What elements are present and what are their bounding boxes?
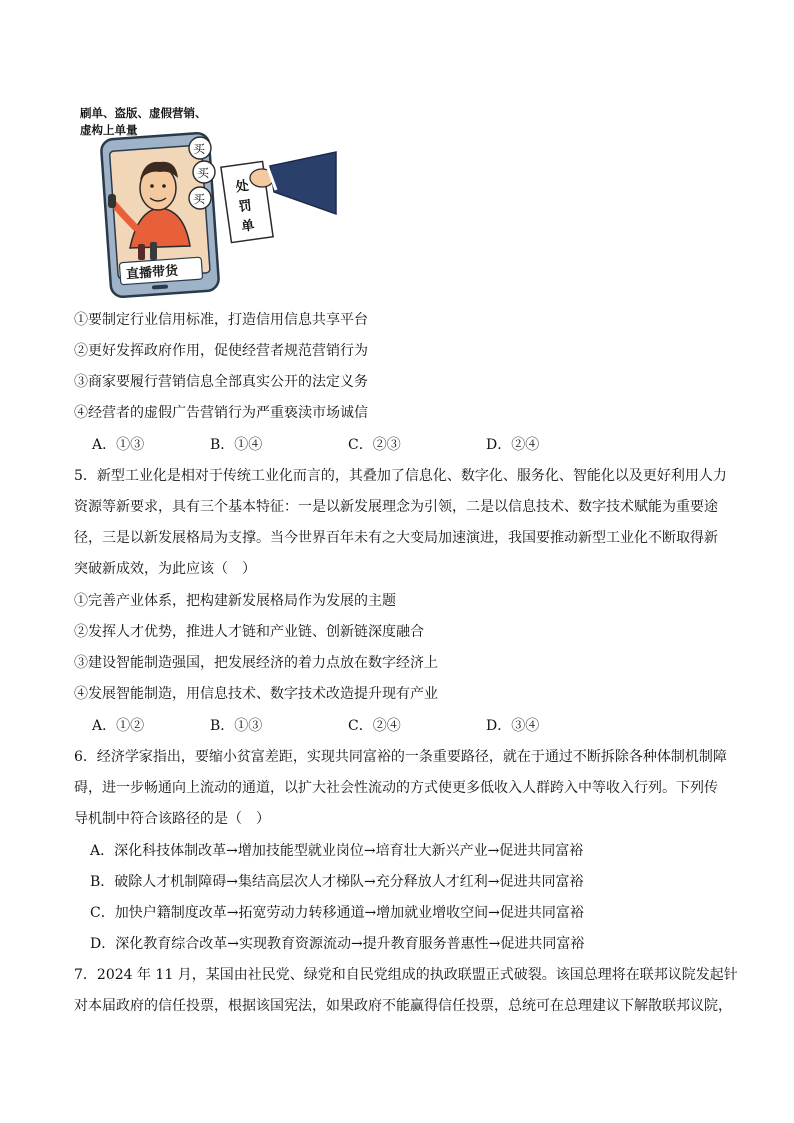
cartoon-caption-line-2: 虚构上单量 (80, 123, 138, 137)
q6-choice-c[interactable]: C．加快户籍制度改革→拓宽劳动力转移通道→增加就业增收空间→促进共同富裕 (90, 905, 584, 921)
q7-stem-line-1: 7．2024 年 11 月，某国由社民党、绿党和自民党组成的执政联盟正式破裂。该国总理将在联邦议院发起针 (74, 967, 738, 983)
buy-bubble-text-1: 买 (193, 142, 206, 156)
cartoon-caption-line-1: 刷单、盗版、虚假营销、 (80, 106, 207, 120)
q4-option-c[interactable]: C．②③ (348, 437, 401, 453)
q5-stem-line-1: 5．新型工业化是相对于传统工业化而言的，其叠加了信息化、数字化、服务化、智能化以及更好利用人力 (74, 468, 727, 484)
q5-stem-line-3: 径，三是以新发展格局为支撑。当今世界百年未有之大变局加速演进，我国要推动新型工业化不断取得新 (74, 530, 718, 546)
q6-choice-b[interactable]: B．破除人才机制障碍→集结高层次人才梯队→充分释放人才红利→促进共同富裕 (90, 874, 584, 890)
buy-bubble-text-2: 买 (197, 166, 210, 180)
q4-option-a[interactable]: A．①③ (92, 437, 145, 453)
q5-statement-1: ①完善产业体系，把构建新发展格局作为发展的主题 (74, 593, 396, 609)
q4-statement-4: ④经营者的虚假广告营销行为严重亵渎市场诚信 (74, 405, 368, 421)
cartoon-illustration (78, 98, 338, 298)
q4-option-d[interactable]: D．②④ (486, 437, 540, 453)
q6-stem-line-1: 6．经济学家指出，要缩小贫富差距，实现共同富裕的一条重要路径，就在于通过不断拆除各种体制机制障 (74, 749, 727, 765)
svg-text:处: 处 (234, 178, 250, 196)
q5-option-c[interactable]: C．②④ (348, 718, 401, 734)
buy-bubble-text-3: 买 (193, 192, 206, 206)
svg-text:罚: 罚 (237, 198, 253, 216)
q6-stem-line-2: 碍，进一步畅通向上流动的通道，以扩大社会性流动的方式使更多低收入人群跨入中等收入行列。下列传 (74, 780, 718, 796)
q4-statement-3: ③商家要履行营销信息全部真实公开的法定义务 (74, 374, 368, 390)
q5-stem-line-2: 资源等新要求，具有三个基本特征：一是以新发展理念为引领，二是以信息技术、数字技术赋能为重要途 (74, 499, 718, 515)
q4-statement-2: ②更好发挥政府作用，促使经营者规范营销行为 (74, 343, 368, 359)
cartoon-caption (80, 105, 207, 139)
svg-text:单: 单 (240, 218, 256, 235)
q5-stem-line-4: 突破新成效，为此应该（ ） (74, 561, 256, 577)
q5-statement-4: ④发展智能制造，用信息技术、数字技术改造提升现有产业 (74, 686, 438, 702)
q7-stem-line-2: 对本届政府的信任投票，根据该国宪法，如果政府不能赢得信任投票，总统可在总理建议下解散联邦议院， (74, 998, 732, 1014)
q4-option-b[interactable]: B．①④ (210, 437, 263, 453)
q6-stem-line-3: 导机制中符合该路径的是（ ） (74, 811, 270, 827)
q5-option-a[interactable]: A．①② (92, 718, 145, 734)
q6-choice-d[interactable]: D．深化教育综合改革→实现教育资源流动→提升教育服务普惠性→促进共同富裕 (90, 936, 585, 952)
q5-option-b[interactable]: B．①③ (210, 718, 263, 734)
q4-statement-1: ①要制定行业信用标准，打造信用信息共享平台 (74, 312, 368, 328)
q6-choice-a[interactable]: A．深化科技体制改革→增加技能型就业岗位→培育壮大新兴产业→促进共同富裕 (90, 843, 584, 859)
q5-statement-3: ③建设智能制造强国，把发展经济的着力点放在数字经济上 (74, 655, 438, 671)
q5-option-d[interactable]: D．③④ (486, 718, 540, 734)
official-sleeve (270, 152, 336, 214)
q5-statement-2: ②发挥人才优势，推进人才链和产业链、创新链深度融合 (74, 624, 424, 640)
phone-label: 直播带货 (125, 263, 179, 283)
microphone-icon (108, 194, 116, 208)
